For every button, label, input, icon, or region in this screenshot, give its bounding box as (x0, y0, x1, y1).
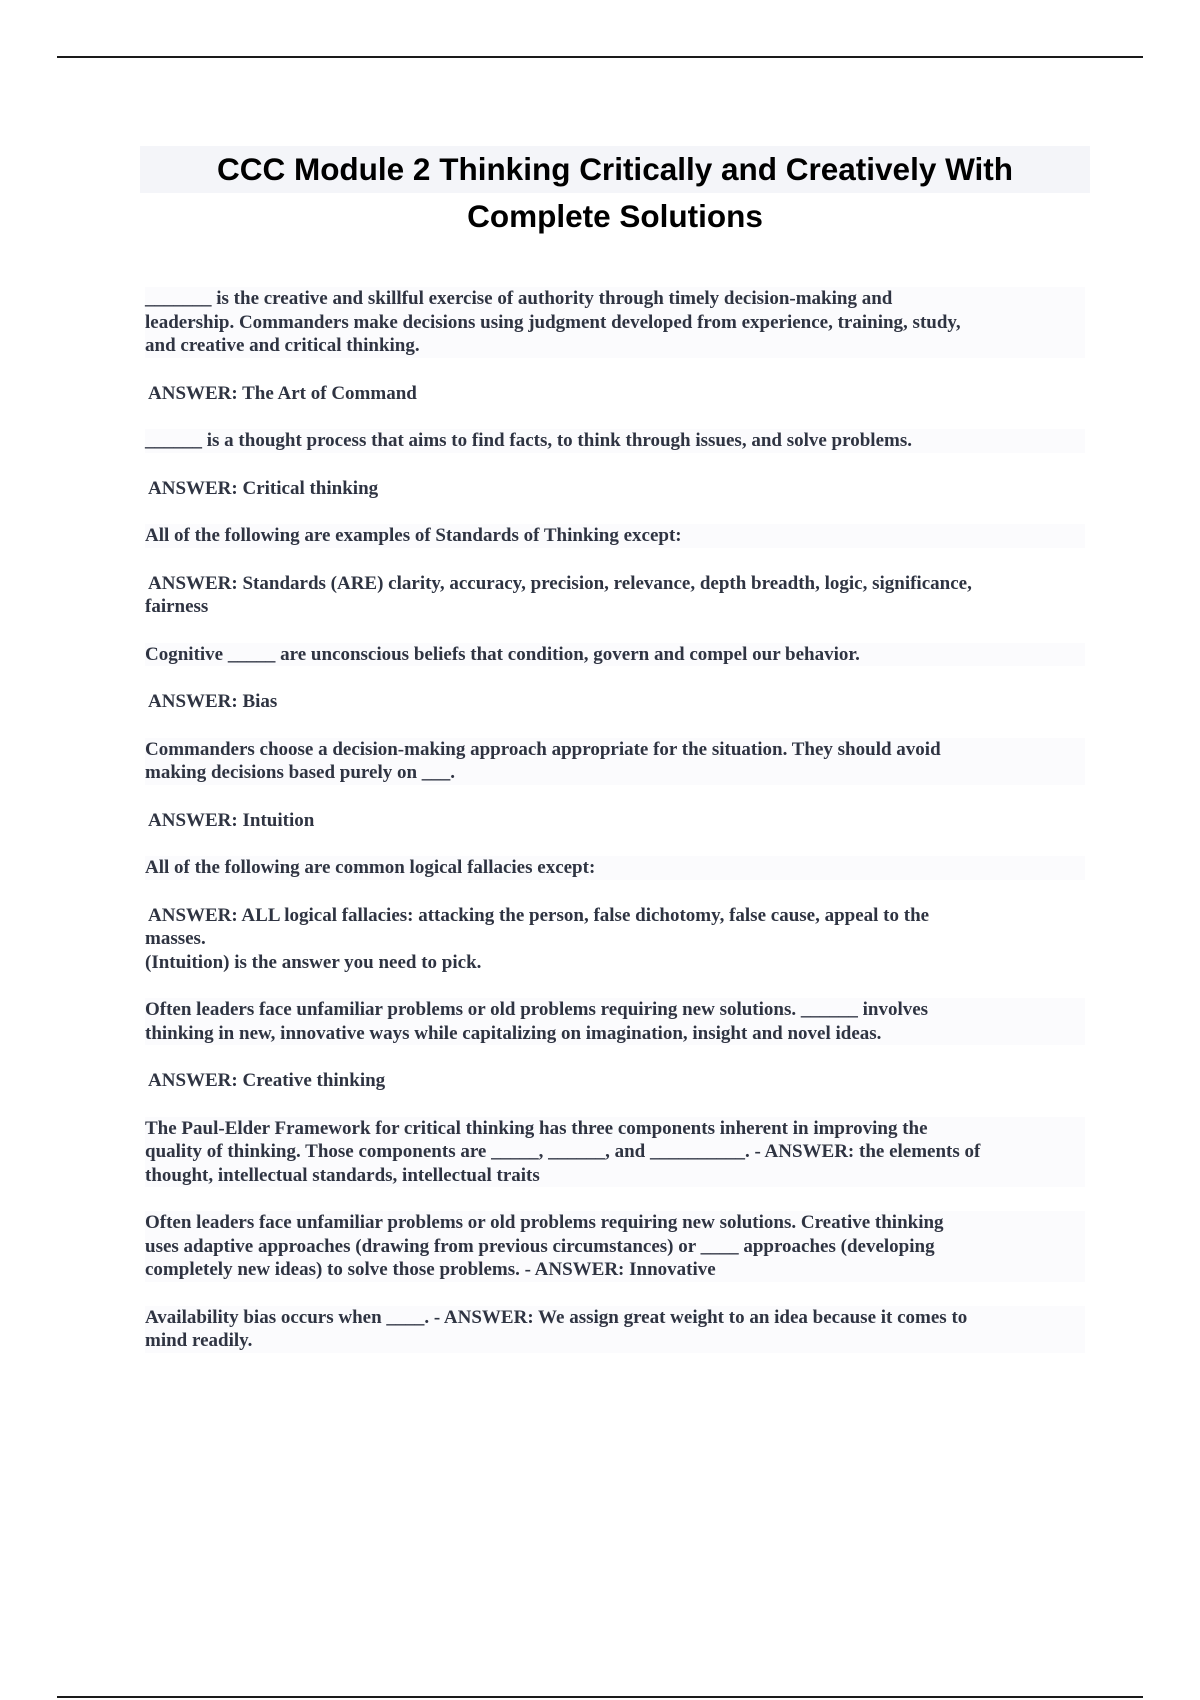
text-line: completely new ideas) to solve those problems. - ANSWER: Innovative (145, 1259, 716, 1280)
text-line: masses. (145, 928, 206, 949)
text-line: thinking in new, innovative ways while capitalizing on imagination, insight and novel ideas. (145, 1022, 882, 1044)
answer-paragraph (145, 690, 1085, 714)
question-paragraph (145, 1211, 1085, 1282)
answer-paragraph (145, 382, 1085, 406)
text-line: leadership. Commanders make decisions using judgment developed from experience, training, study, (145, 311, 961, 333)
text-line: and creative and critical thinking. (145, 335, 420, 356)
question-paragraph (145, 1306, 1085, 1353)
text-line: mind readily. (145, 1330, 253, 1351)
answer-paragraph (145, 1069, 1085, 1093)
answer-paragraph (145, 904, 1085, 975)
answer-paragraph (145, 809, 1085, 833)
text-line: ANSWER: Intuition (148, 809, 315, 831)
question-paragraph (145, 287, 1085, 358)
answer-paragraph (145, 572, 1085, 619)
text-line: Often leaders face unfamiliar problems or old problems requiring new solutions. ______ involves (145, 999, 929, 1020)
text-line: ANSWER: Bias (148, 691, 278, 712)
text-line: Availability bias occurs when ____. - ANSWER: We assign great weight to an idea because it comes to (145, 1306, 968, 1328)
title-line: CCC Module 2 Thinking Critically and Creatively With (140, 146, 1090, 193)
text-line: Commanders choose a decision-making approach appropriate for the situation. They should avoid (145, 738, 941, 760)
document-body (145, 287, 1085, 1377)
text-line: quality of thinking. Those components are _____, ______, and __________. - ANSWER: the elements of (145, 1141, 981, 1162)
text-line: ANSWER: ALL logical fallacies: attacking the person, false dichotomy, false cause, appeal to the (148, 904, 930, 926)
text-line: ANSWER: Standards (ARE) clarity, accuracy, precision, relevance, depth breadth, logic, significance, (148, 572, 972, 594)
text-line: _______ is the creative and skillful exercise of authority through timely decision-making and (145, 288, 893, 309)
document-title (140, 146, 1090, 240)
text-line: thought, intellectual standards, intellectual traits (145, 1164, 540, 1186)
text-line: Often leaders face unfamiliar problems or old problems requiring new solutions. Creative thinking (145, 1212, 944, 1233)
text-line: ANSWER: The Art of Command (148, 382, 417, 404)
question-paragraph (145, 738, 1085, 785)
text-line: fairness (145, 596, 209, 617)
answer-paragraph (145, 477, 1085, 501)
text-line: ANSWER: Critical thinking (148, 477, 379, 499)
text-line: All of the following are examples of Standards of Thinking except: (145, 525, 682, 546)
text-line: ______ is a thought process that aims to find facts, to think through issues, and solve problems. (145, 430, 912, 451)
question-paragraph (145, 429, 1085, 453)
text-line: (Intuition) is the answer you need to pick. (145, 951, 482, 973)
header-rule (57, 56, 1143, 58)
question-paragraph (145, 856, 1085, 880)
question-paragraph (145, 643, 1085, 667)
footer-rule (57, 1696, 1143, 1698)
text-line: All of the following are common logical fallacies except: (145, 857, 596, 878)
title-line: Complete Solutions (467, 198, 763, 234)
text-line: making decisions based purely on ___. (145, 762, 456, 783)
question-paragraph (145, 1117, 1085, 1188)
text-line: uses adaptive approaches (drawing from previous circumstances) or ____ approaches (developing (145, 1235, 935, 1257)
text-line: ANSWER: Creative thinking (148, 1070, 386, 1091)
text-line: Cognitive _____ are unconscious beliefs that condition, govern and compel our behavior. (145, 643, 860, 665)
text-line: The Paul-Elder Framework for critical thinking has three components inherent in improving the (145, 1117, 928, 1139)
question-paragraph (145, 524, 1085, 548)
question-paragraph (145, 998, 1085, 1045)
